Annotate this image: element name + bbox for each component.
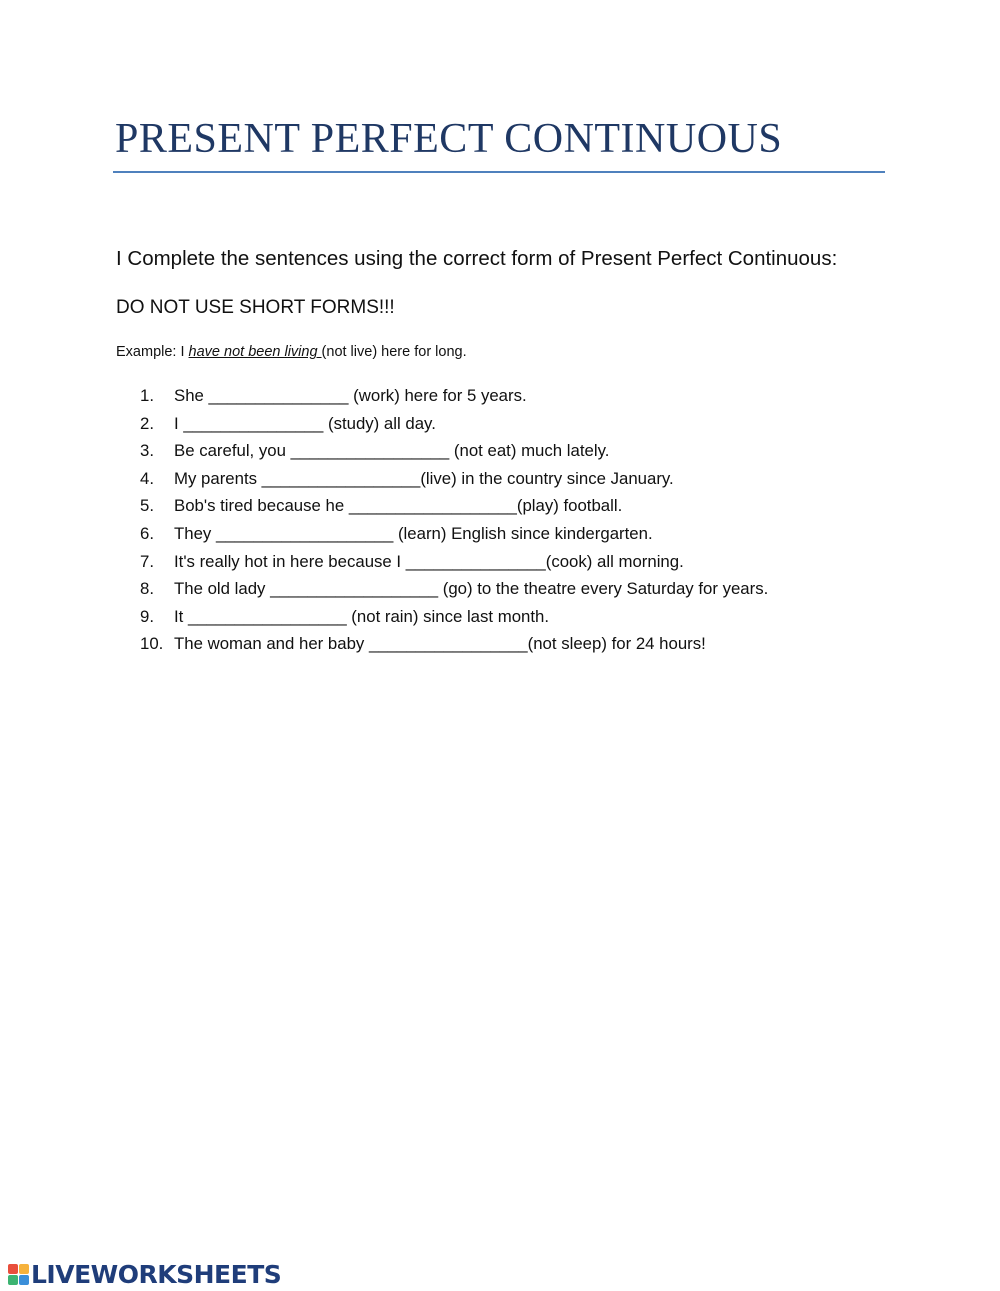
exercise-item [140,605,768,633]
exercise-text: Bob's tired because he __________________(play) football. [174,496,623,516]
exercise-number: 2. [140,413,154,433]
exercise-text: My parents _________________(live) in the country since January. [174,468,674,488]
liveworksheets-logo[interactable] [8,1260,281,1288]
exercise-number: 3. [140,441,154,461]
exercise-text: Be careful, you _________________ (not eat) much lately. [174,441,610,461]
exercise-item [140,412,768,440]
exercise-number: 6. [140,523,154,543]
exercise-item [140,632,768,660]
exercise-item [140,439,768,467]
exercise-text: They ___________________ (learn) English since kindergarten. [174,523,653,543]
exercise-text: It _________________ (not rain) since last month. [174,606,550,626]
example-suffix: (not live) here for long. [321,344,467,360]
exercise-text: The old lady __________________ (go) to the theatre every Saturday for years. [174,579,769,599]
liveworksheets-logo-icon [8,1264,29,1285]
title-divider [113,171,885,173]
exercise-list [140,384,768,660]
exercise-number: 8. [140,579,154,599]
exercise-text: The woman and her baby _________________(not sleep) for 24 hours! [174,634,706,654]
exercise-number: 9. [140,606,154,626]
exercise-text: She _______________ (work) here for 5 years. [174,386,527,405]
instruction-text: I Complete the sentences using the correct form of Present Perfect Continuous: [116,247,838,270]
exercise-item [140,550,768,578]
logo-square-icon [8,1275,18,1285]
exercise-number: 4. [140,468,154,488]
logo-text: LIVEWORKSHEETS [31,1259,282,1289]
exercise-text: I _______________ (study) all day. [174,413,436,433]
logo-square-icon [8,1264,18,1274]
example-sentence [116,344,467,361]
exercise-number: 5. [140,496,154,516]
logo-square-icon [19,1275,29,1285]
example-answer: have not been living [188,344,322,360]
exercise-item [140,494,768,522]
exercise-item [140,384,768,412]
exercise-item [140,577,768,605]
exercise-item [140,467,768,495]
exercise-number: 10. [140,634,164,654]
exercise-item [140,522,768,550]
logo-square-icon [19,1264,29,1274]
exercise-number: 7. [140,551,154,571]
warning-text: DO NOT USE SHORT FORMS!!! [116,297,395,318]
exercise-number: 1. [140,386,154,405]
page-title: PRESENT PERFECT CONTINUOUS [115,116,783,162]
exercise-text: It's really hot in here because I _______________(cook) all morning. [174,551,684,571]
example-prefix: Example: I [116,344,189,360]
